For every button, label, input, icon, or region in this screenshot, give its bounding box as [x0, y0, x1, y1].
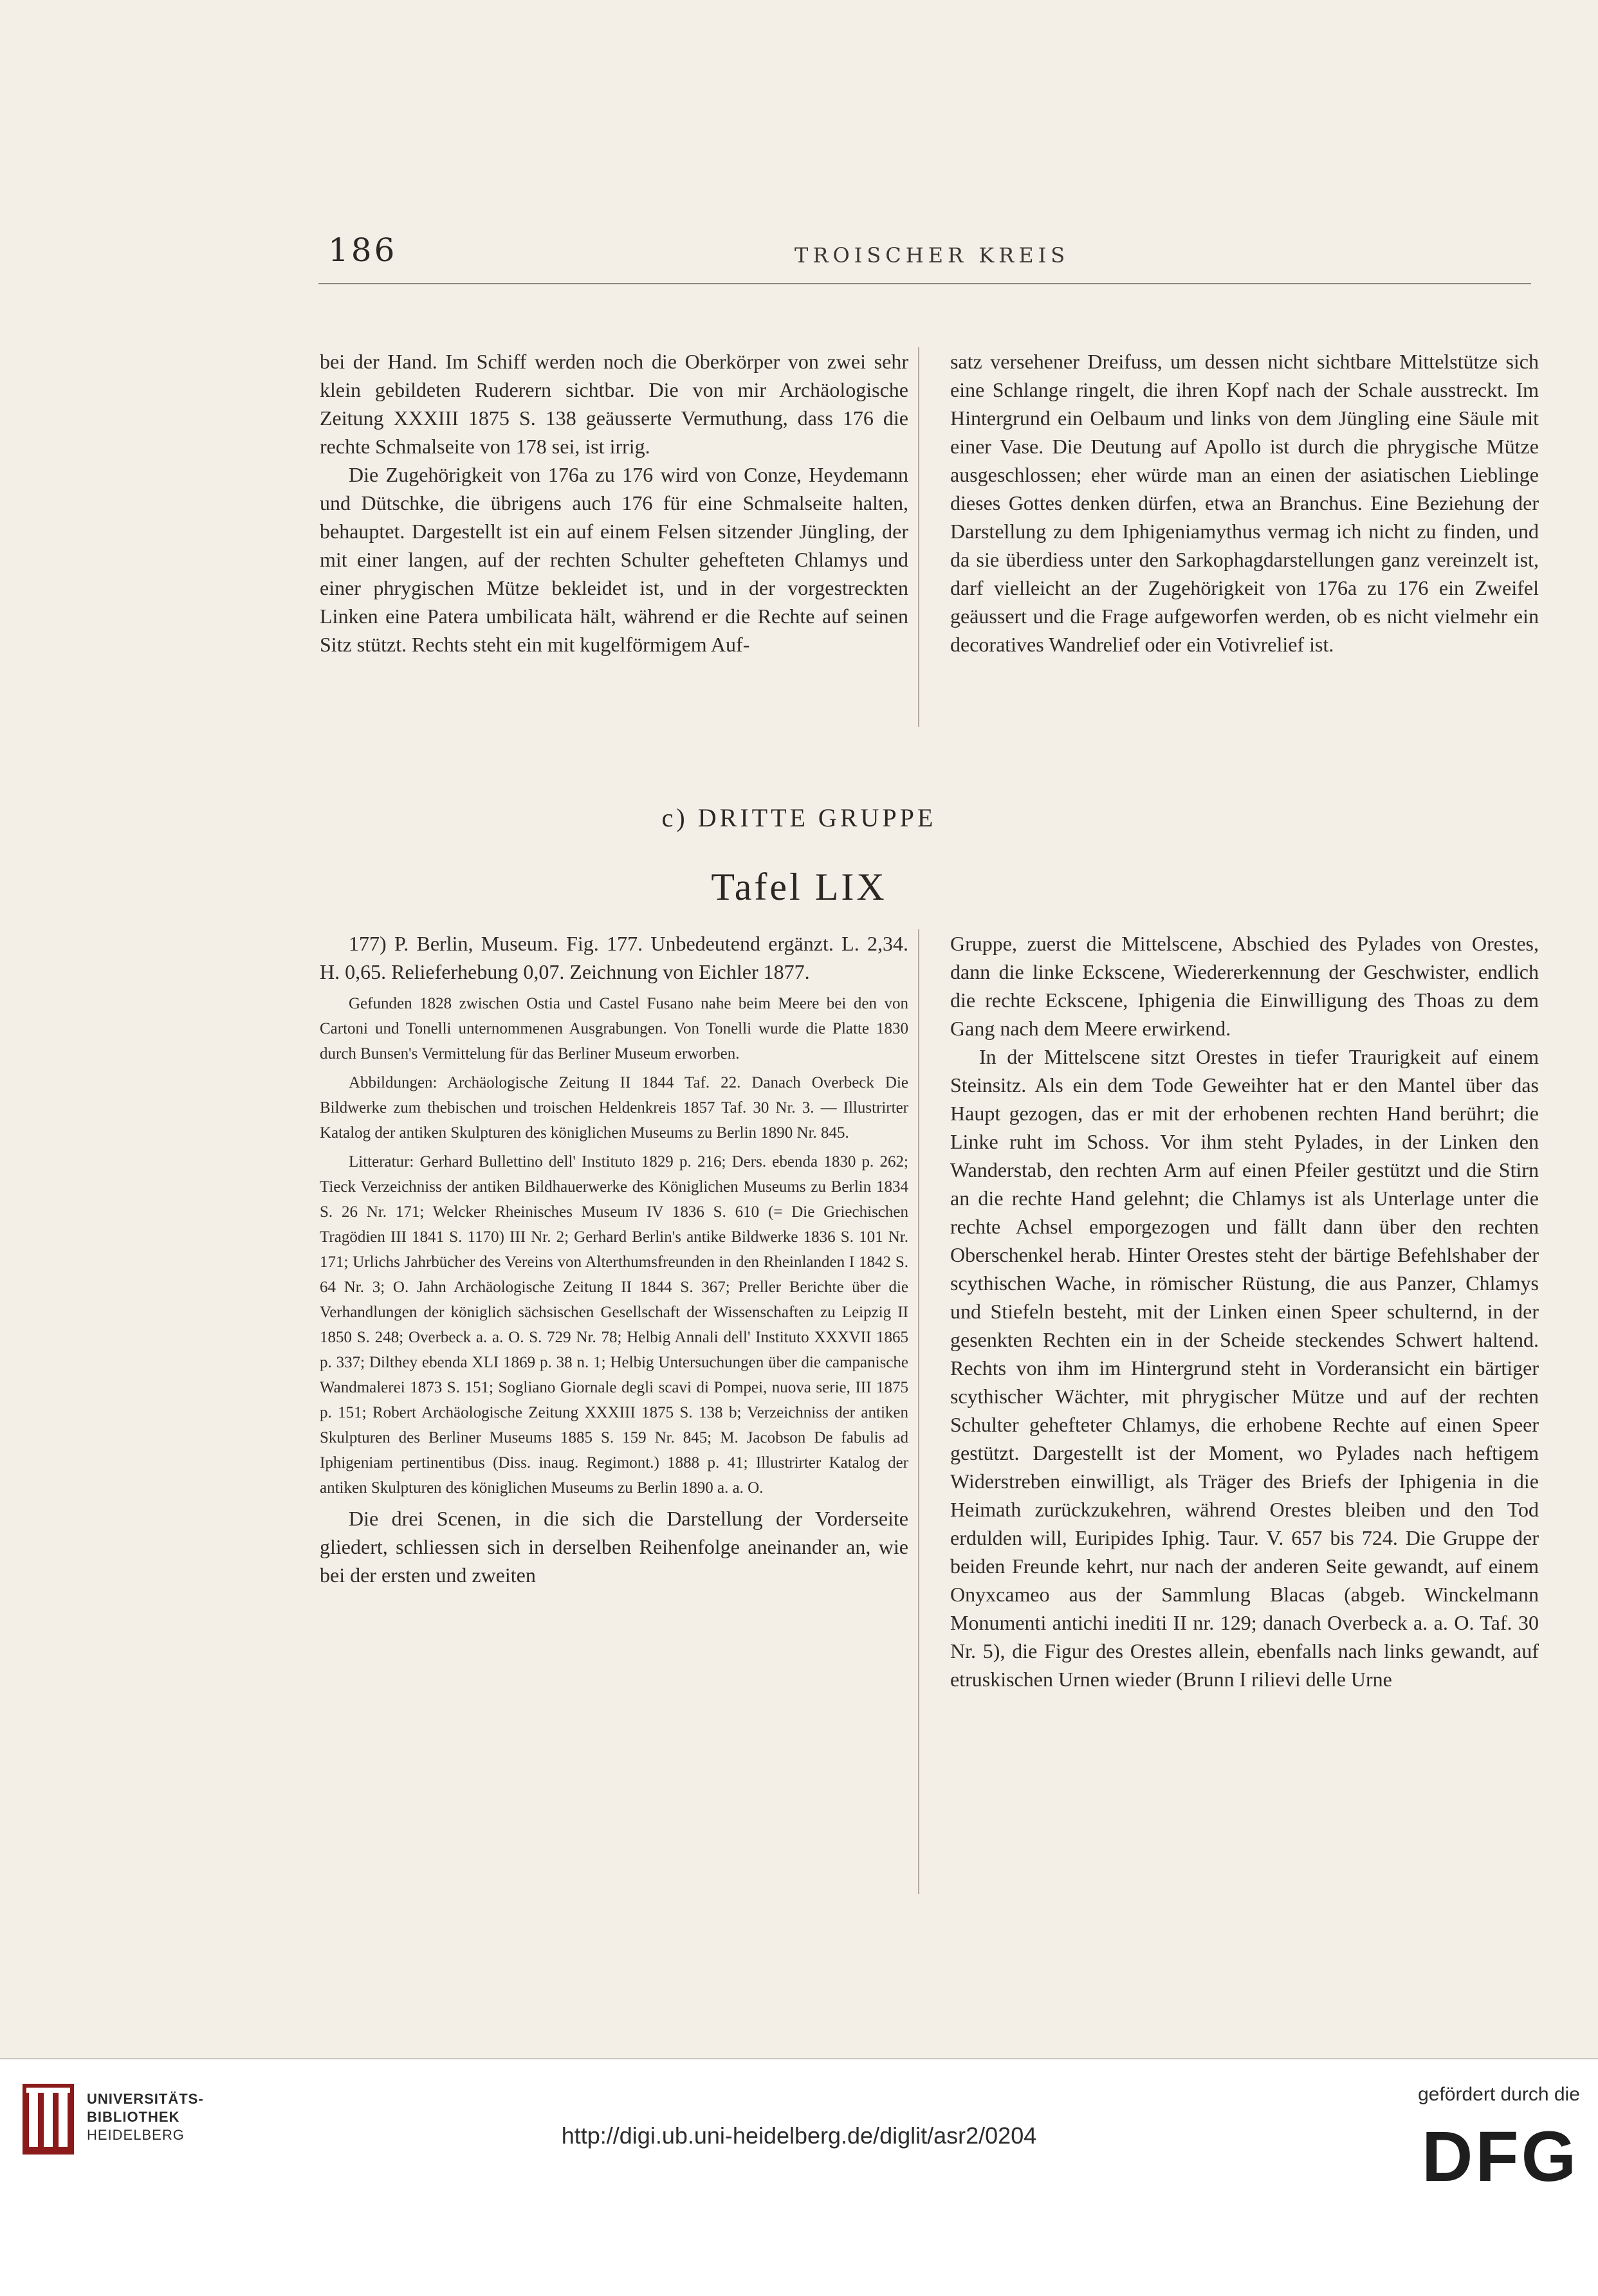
page-number: 186 — [328, 232, 398, 269]
dfg-logo: DFG — [1422, 2117, 1579, 2196]
left-column-bottom — [320, 929, 908, 1589]
column-rule — [918, 929, 919, 1894]
paragraph: Die drei Scenen, in die sich die Darstellung der Vorderseite gliedert, schliessen sich in derselben Reihenfolge aneinander an, wie bei der ersten und zweiten — [320, 1507, 908, 1587]
catalogue-entry: 177) P. Berlin, Museum. Fig. 177. Unbedeutend ergänzt. L. 2,34. H. 0,65. Relieferhebung 0,07. Zeichnung von Eichler 1877. — [320, 932, 908, 983]
footer-bar — [0, 2059, 1598, 2296]
section-heading: c) DRITTE GRUPPE — [661, 803, 937, 832]
header-rule — [318, 283, 1531, 284]
funder-caption: gefördert durch die — [1418, 2084, 1580, 2105]
plate-heading: Tafel LIX — [711, 866, 887, 908]
library-line: UNIVERSITÄTS- — [87, 2091, 204, 2107]
illustrations-note: Abbildungen: Archäologische Zeitung II 1844 Taf. 22. Danach Overbeck Die Bildwerke zum thebischen und troischen Heldenkreis 1857 Taf. 30 Nr. 3. — Illustrirter Katalog der antiken Skulpturen des königlichen Museums zu Berlin 1890 Nr. 845. — [320, 1074, 908, 1142]
paragraph: bei der Hand. Im Schiff werden noch die Oberkörper von zwei sehr klein gebildeten Ruderern sichtbar. Die von mir Archäologische Zeitung XXXIII 1875 S. 138 geäusserte Vermuthung, dass 176 die rechte Schmalseite von 178 sei, ist irrig. — [320, 350, 908, 458]
paragraph: In der Mittelscene sitzt Orestes in tiefer Traurigkeit auf einem Steinsitz. Als ein dem Tode Geweihter hat er den Mantel über das Haupt gezogen, das er mit der erhobenen rechten Hand berührt; die Linke ruht im Schoss. Vor ihm steht Pylades, in der Linken den Wanderstab, den rechten Arm auf einen Pfeiler gestützt und die Stirn an die rechte Hand gelehnt; die Chlamys ist als Unterlage unter die rechte Achsel emporgezogen und fällt dann über den rechten Oberschenkel herab. Hinter Orestes steht der bärtige Befehlshaber der scythischen Wache, in römischer Rüstung, die aus Panzer, Chlamys und Stiefeln besteht, mit der Linken einen Speer schulternd, in der gesenkten Rechten ein in der Scheide steckendes Schwert haltend. Rechts von ihm im Hintergrund steht in Vorderansicht ein bärtiger scythischer Wächter, mit phrygischer Mütze und auf der rechten Schulter gehefteter Chlamys, die erhobene Rechte auf einen Speer gestützt. Dargestellt ist der Moment, wo Pylades nach heftigem Widerstreben einwilligt, als Träger des Briefs der Iphigenia in die Heimath zurückzukehren, während Orestes bleiben und den Tod erdulden will, Euripides Iphig. Taur. V. 657 bis 724. Die Gruppe der beiden Freunde kehrt, nur nach der anderen Seite gewandt, auf einem Onyxcameo aus der Sammlung Blacas (abgeb. Winckelmann Monumenti antichi inediti II nr. 129; danach Overbeck a. a. O. Taf. 30 Nr. 5), die Figur des Orestes allein, ebenfalls nach links gewandt, auf etruskischen Urnen wieder (Brunn I rilievi delle Urne — [950, 1045, 1539, 1691]
paragraph: Die Zugehörigkeit von 176a zu 176 wird von Conze, Heydemann und Dütschke, die übrigens auch 176 für eine Schmalseite halten, behauptet. Dargestellt ist ein auf einem Felsen sitzender Jüngling, der mit einer langen, auf der rechten Schulter gehefteten Chlamys und einer phrygischen Mütze bekleidet ist, und in der vorgestreckten Linken eine Patera umbilicata hält, während er die Rechte auf seinen Sitz stützt. Rechts steht ein mit kugelförmigem Auf- — [320, 463, 908, 656]
literature-note: Litteratur: Gerhard Bullettino dell' Instituto 1829 p. 216; Ders. ebenda 1830 p. 262; Tieck Verzeichniss der antiken Bildhauerwerke des Königlichen Museums zu Berlin 1834 S. 26 Nr. 171; Welcker Rheinisches Museum IV 1836 S. 610 (= Die Griechischen Tragödien III 1841 S. 1170) III Nr. 2; Gerhard Berlin's antike Bildwerke 1836 S. 101 Nr. 171; Urlichs Jahrbücher des Vereins von Alterthumsfreunden in den Rheinlanden I 1842 S. 64 Nr. 3; O. Jahn Archäologische Zeitung II 1844 S. 367; Preller Berichte über die Verhandlungen der königlich sächsischen Gesellschaft der Wissenschaften zu Leipzig II 1850 S. 248; Overbeck a. a. O. S. 729 Nr. 78; Helbig Annali dell' Instituto XXXVII 1865 p. 337; Dilthey ebenda XLI 1869 p. 38 n. 1; Helbig Untersuchungen über die campanische Wandmalerei 1873 S. 151; Sogliano Giornale degli scavi di Pompei, nuova serie, III 1875 p. 151; Robert Archäologische Zeitung XXXIII 1875 S. 138 b; Verzeichniss der antiken Skulpturen des Berliner Museums 1885 S. 159 Nr. 845; M. Jacobson De fabulis ad Iphigeniam pertinentibus (Diss. inaug. Regimont.) 1888 p. 41; Illustrirter Katalog der antiken Skulpturen des königlichen Museums zu Berlin 1890 a. a. O. — [320, 1153, 908, 1497]
library-line: HEIDELBERG — [87, 2127, 185, 2143]
paragraph: Gruppe, zuerst die Mittelscene, Abschied des Pylades von Orestes, dann die linke Eckscene, Wiedererkennung der Geschwister, endlich die rechte Eckscene, Iphigenia die Einwilligung des Thoas zu dem Gang nach dem Meere erwirkend. — [950, 932, 1539, 1040]
find-note: Gefunden 1828 zwischen Ostia und Castel Fusano nahe beim Meere bei den von Cartoni und Tonelli unternommenen Ausgrabungen. Von Tonelli wurde die Platte 1830 durch Bunsen's Vermittelung für das Berliner Museum erworben. — [320, 995, 908, 1062]
funder-logo[interactable] — [1415, 2084, 1583, 2264]
right-column-top — [950, 347, 1539, 659]
right-column-bottom — [950, 929, 1539, 1693]
permalink-url[interactable]: http://digi.ub.uni-heidelberg.de/diglit/asr2/0204 — [561, 2122, 1037, 2149]
running-head: TROISCHER KREIS — [794, 243, 1070, 268]
column-rule — [918, 347, 919, 727]
paragraph: satz versehener Dreifuss, um dessen nicht sichtbare Mittelstütze sich eine Schlange ringelt, die ihren Kopf nach der Schale ausstreckt. Im Hintergrund ein Oelbaum und links von dem Jüngling eine Säule mit einer Vase. Die Deutung auf Apollo ist durch die phrygische Mütze ausgeschlossen; eher würde man an einen der asiatischen Lieblinge dieses Gottes denken dürfen, etwa an Branchus. Eine Beziehung der Darstellung zu dem Iphigeniamythus vermag ich nicht zu finden, und da sie überdiess unter den Sarkophagdarstellungen ganz vereinzelt ist, darf vielleicht an der Zugehörigkeit von 176a zu 176 ein Zweifel geäussert und die Frage aufgeworfen werden, ob es nicht vielmehr ein decoratives Wandrelief oder ein Votivrelief ist. — [950, 350, 1539, 656]
left-column-top — [320, 347, 908, 659]
library-line: BIBLIOTHEK — [87, 2109, 180, 2125]
